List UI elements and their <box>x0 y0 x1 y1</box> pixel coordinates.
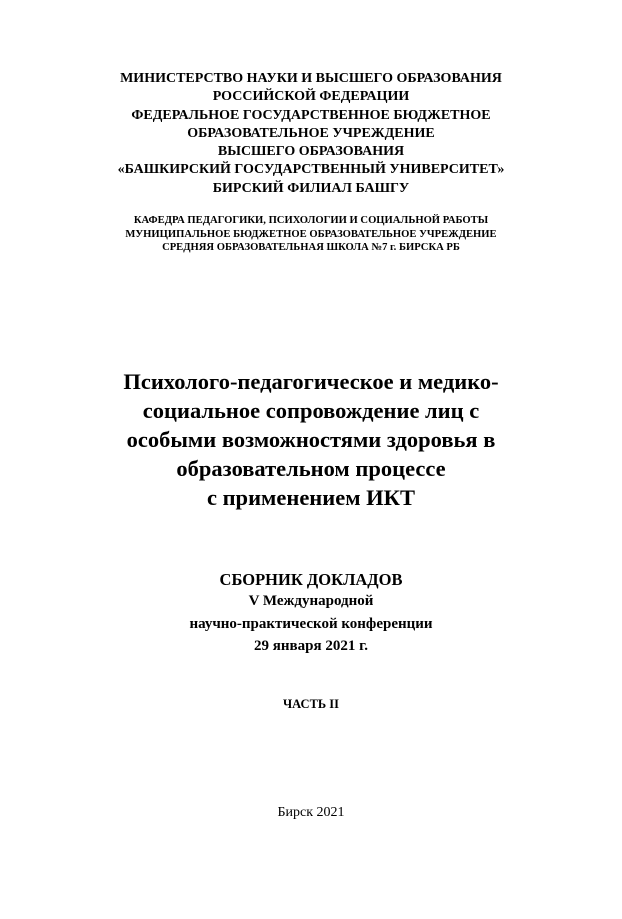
collection-heading: СБОРНИК ДОКЛАДОВ <box>219 570 403 589</box>
title-line: особыми возможностями здоровья в <box>126 427 496 452</box>
ministry-header <box>0 70 622 198</box>
collection-date: 29 января 2021 г. <box>254 638 368 654</box>
document-title <box>0 367 622 512</box>
header-line: РОССИЙСКОЙ ФЕДЕРАЦИИ <box>212 89 410 105</box>
subheader-line: КАФЕДРА ПЕДАГОГИКИ, ПСИХОЛОГИИ И СОЦИАЛЬНОЙ РАБОТЫ <box>133 215 489 226</box>
title-line: образовательном процессе <box>176 456 446 481</box>
part-label: ЧАСТЬ II <box>282 697 340 711</box>
subheader-line: СРЕДНЯЯ ОБРАЗОВАТЕЛЬНАЯ ШКОЛА №7 г. БИРСКА РБ <box>162 242 460 253</box>
department-subheader <box>0 214 622 255</box>
collection-line: V Международной <box>248 593 374 609</box>
collection-line: научно-практической конференции <box>189 615 433 632</box>
subheader-line: МУНИЦИПАЛЬНОЕ БЮДЖЕТНОЕ ОБРАЗОВАТЕЛЬНОЕ УЧРЕЖДЕНИЕ <box>125 228 497 240</box>
header-line: МИНИСТЕРСТВО НАУКИ И ВЫСШЕГО ОБРАЗОВАНИЯ <box>120 71 502 86</box>
header-line: БИРСКИЙ ФИЛИАЛ БАШГУ <box>212 180 410 196</box>
title-line: социальное сопровождение лиц с <box>142 398 480 423</box>
place-year: Бирск 2021 <box>277 805 345 820</box>
header-line: «БАШКИРСКИЙ ГОСУДАРСТВЕННЫЙ УНИВЕРСИТЕТ» <box>117 162 505 178</box>
header-line: ВЫСШЕГО ОБРАЗОВАНИЯ <box>217 144 405 160</box>
title-line: с применением ИКТ <box>206 485 415 510</box>
collection-info <box>0 570 622 658</box>
header-line: ФЕДЕРАЛЬНОЕ ГОСУДАРСТВЕННОЕ БЮДЖЕТНОЕ <box>131 107 491 123</box>
header-line: ОБРАЗОВАТЕЛЬНОЕ УЧРЕЖДЕНИЕ <box>187 125 435 141</box>
title-line: Психолого-педагогическое и медико- <box>123 369 499 394</box>
